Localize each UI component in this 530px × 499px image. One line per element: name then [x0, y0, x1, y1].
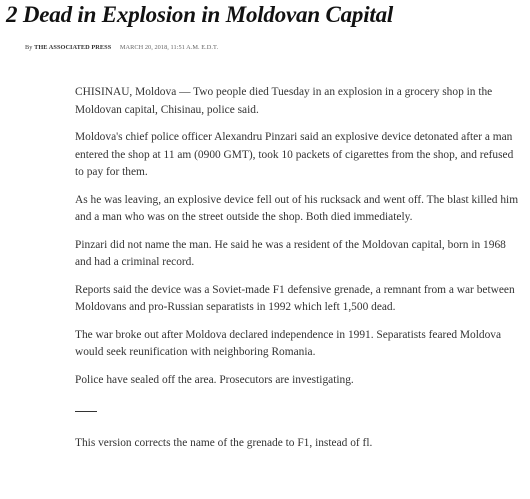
article-body: [75, 84, 520, 463]
correction-note: This version corrects the name of the grenade to F1, instead of fl.: [75, 437, 373, 449]
article-paragraph: Moldova's chief police officer Alexandru Pinzari said an explosive device detonated after a man entered the shop at 11 am (0900 GMT), took 10 packets of cigarettes from the shop, and refused to pay for them.: [75, 131, 514, 178]
article-byline: [25, 43, 218, 53]
article-paragraph: CHISINAU, Moldova — Two people died Tuesday in an explosion in a grocery shop in the Moldovan capital, Chisinau, police said.: [75, 86, 493, 116]
article-paragraph: As he was leaving, an explosive device fell out of his rucksack and went off. The blast killed him and a man who was on the street outside the shop. Both died immediately.: [75, 193, 519, 223]
byline-prefix: By: [25, 44, 33, 51]
byline-author: THE ASSOCIATED PRESS: [34, 44, 112, 51]
article-paragraph: Pinzari did not name the man. He said he was a resident of the Moldovan capital, born in 1968 and had a criminal record.: [75, 238, 506, 268]
article-paragraph: Police have sealed off the area. Prosecutors are investigating.: [75, 373, 354, 386]
correction-divider: [75, 411, 97, 412]
article-paragraph: The war broke out after Moldova declared independence in 1991. Separatists feared Moldova would seek reunification with neighboring Romania.: [75, 328, 502, 358]
article-paragraph: Reports said the device was a Soviet-made F1 defensive grenade, a remnant from a war between Moldovans and pro-Russian separatists in 1992 which left 1,500 dead.: [75, 283, 515, 313]
article-headline: 2 Dead in Explosion in Moldovan Capital: [6, 2, 394, 27]
article-timestamp: MARCH 20, 2018, 11:51 A.M. E.D.T.: [119, 44, 219, 51]
